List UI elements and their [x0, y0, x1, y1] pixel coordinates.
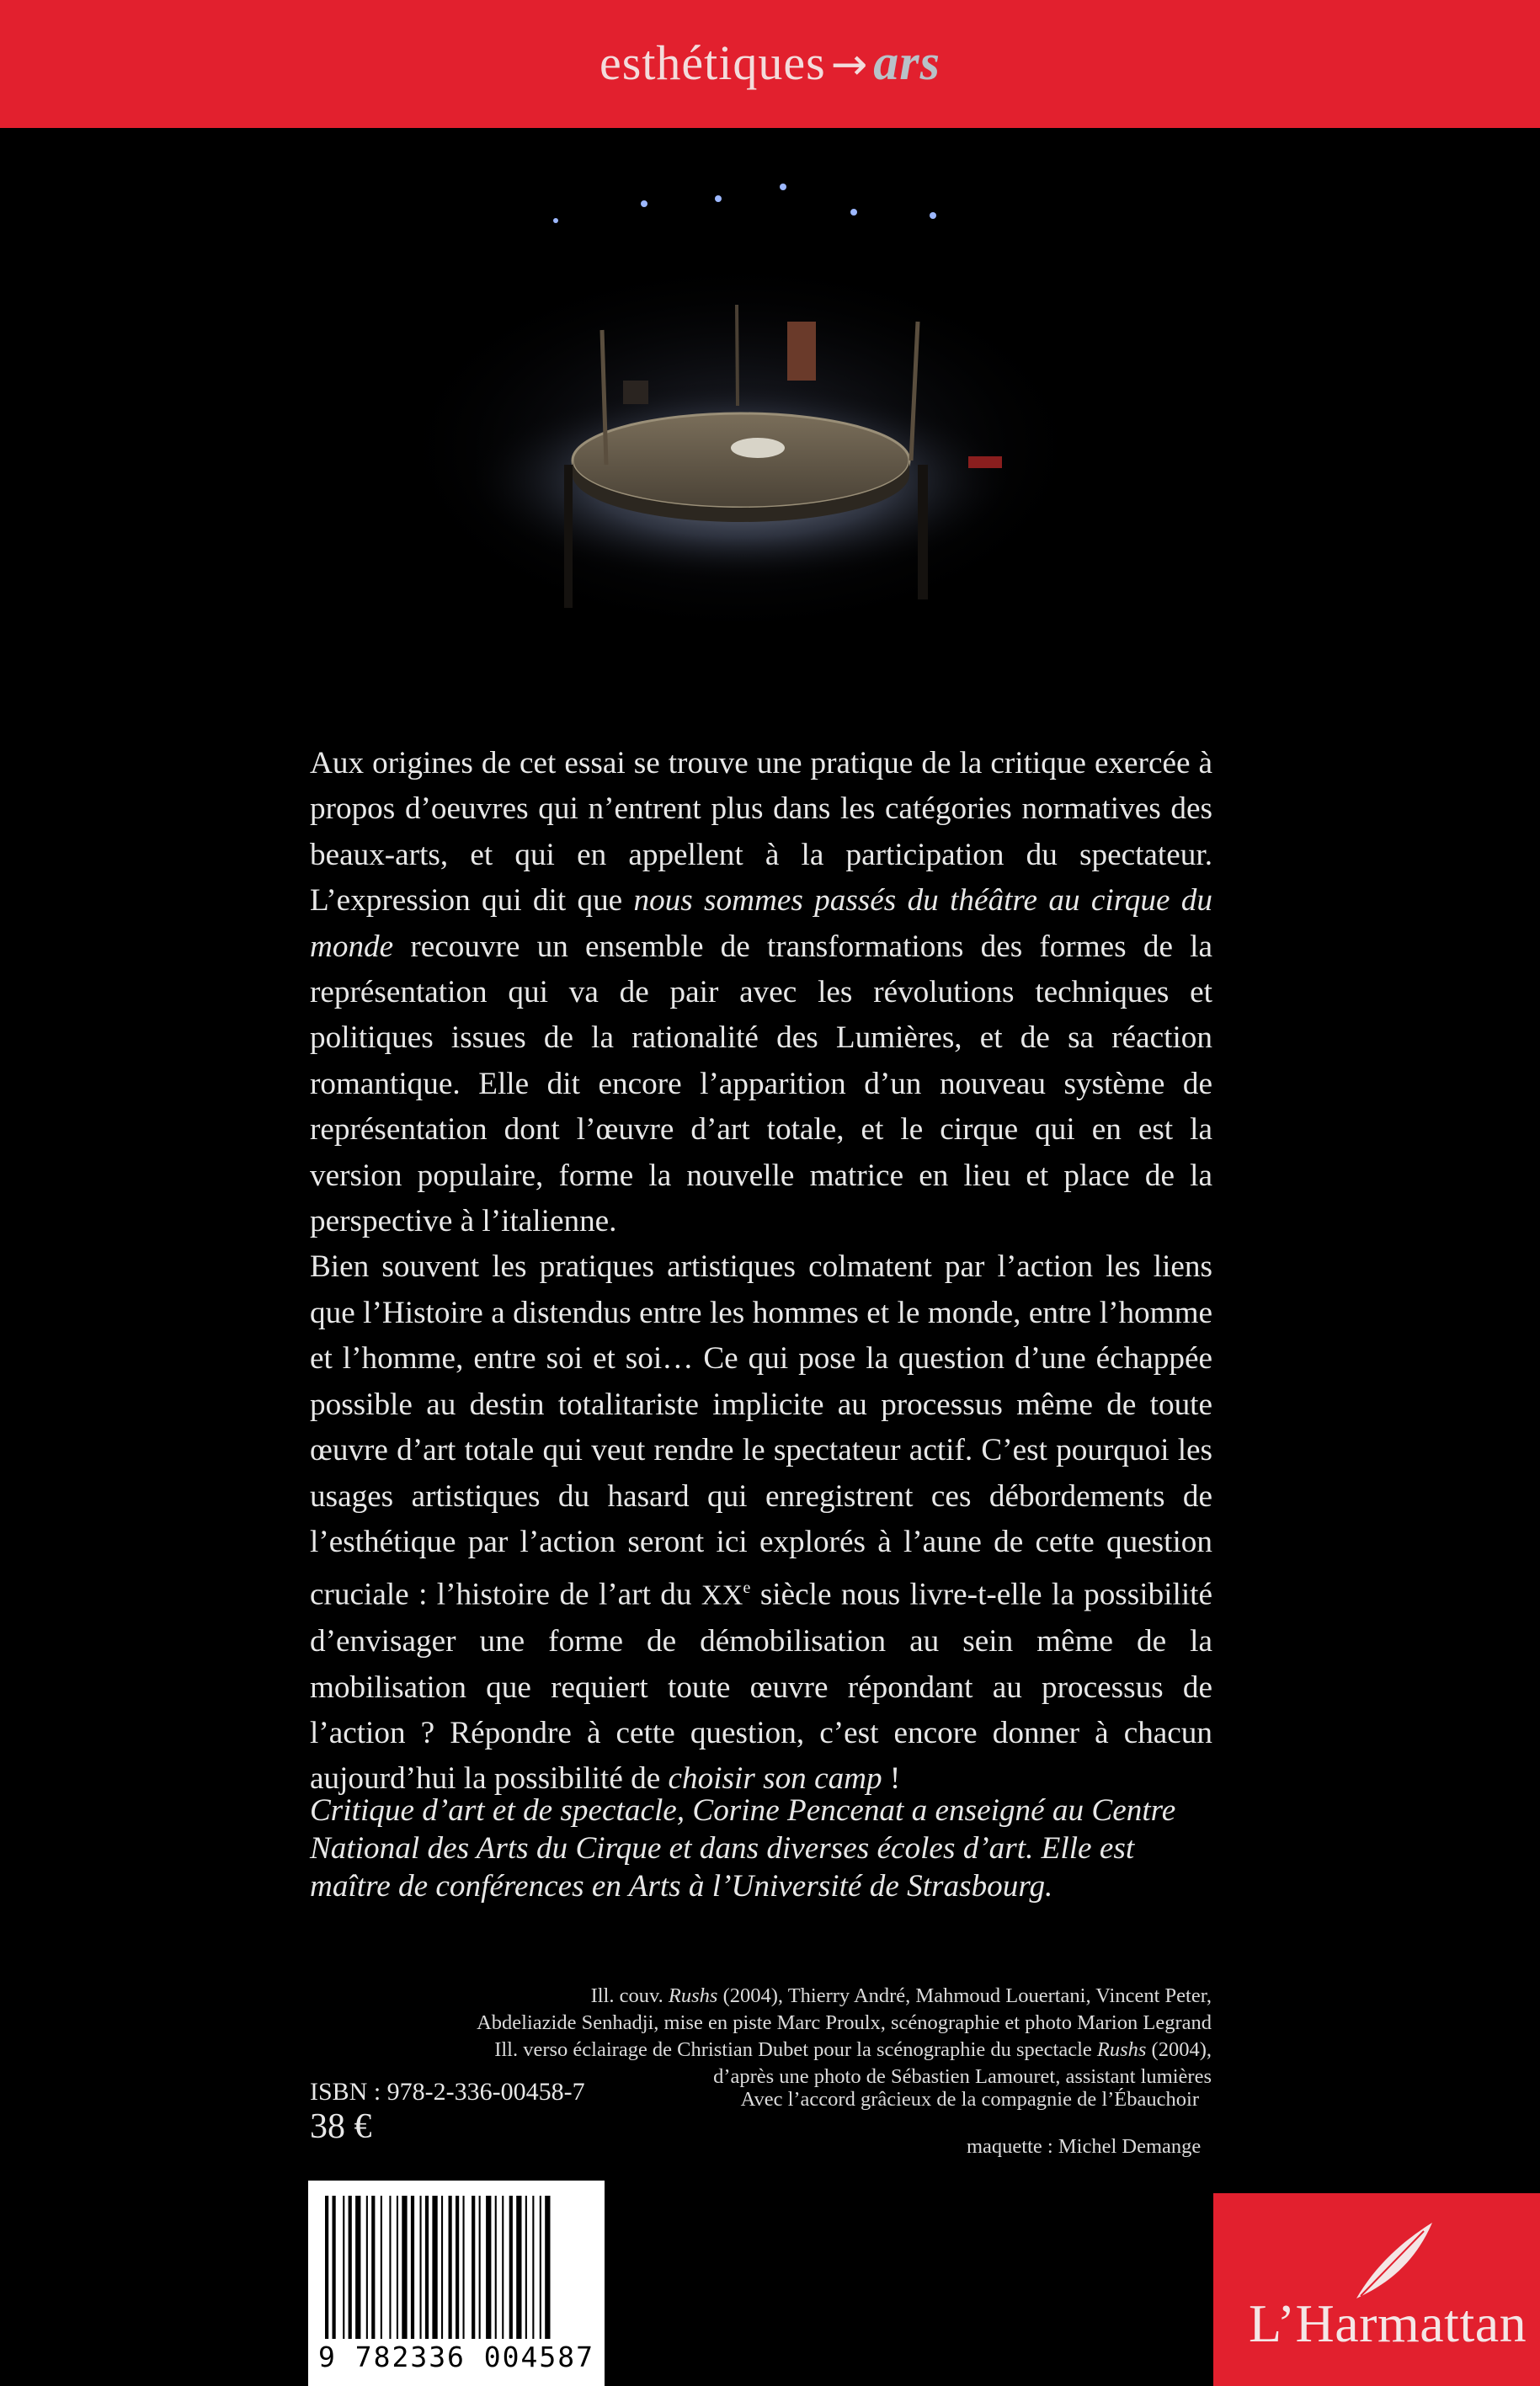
price: 38 €	[310, 2107, 372, 2146]
series-title	[0, 34, 1540, 92]
p1-text-b: recouvre un ensemble de transformations des formes de la représentation qui va de pair avec les révolutions techniques et politiques issues de la rationalité des Lumières, et de sa réaction romantique. Elle dit encore l’apparition d’un nouveau système de représentation dont l’œuvre d’art totale, et le cirque qui en est la version populaire, forme la nouvelle matrice en lieu et place de la perspective à l’italienne.	[310, 929, 1212, 1239]
barcode-bar	[532, 2196, 534, 2339]
barcode-bar	[389, 2196, 391, 2339]
barcode-bar	[545, 2196, 550, 2339]
credit-3-em: Rushs	[1096, 2038, 1147, 2061]
barcode-bar	[432, 2196, 437, 2339]
credit-line-2: Abdeliazide Senhadji, mise en piste Marc Proulx, scénographie et photo Marion Legrand	[477, 2011, 1212, 2034]
barcode-bar	[502, 2196, 504, 2339]
image-credits	[285, 1983, 1212, 2090]
credit-maquette: maquette : Michel Demange	[967, 2135, 1202, 2158]
barcode-bar	[349, 2196, 352, 2339]
publisher-name: L’Harmattan	[1249, 2293, 1527, 2353]
barcode-bar	[516, 2196, 521, 2339]
barcode-bar	[441, 2196, 443, 2339]
barcode-bar	[486, 2196, 491, 2339]
barcode-bar	[479, 2196, 481, 2339]
credit-1a: Ill. couv.	[590, 1984, 669, 2007]
credit-line-4: d’après une photo de Sébastien Lamouret, assistant lumières	[713, 2065, 1212, 2088]
barcode-bar	[449, 2196, 452, 2339]
barcode-bar	[509, 2196, 513, 2339]
barcode-bar	[525, 2196, 527, 2339]
barcode-bar	[325, 2196, 328, 2339]
circus-ring-image	[0, 128, 1540, 734]
stage-photo	[0, 128, 1540, 734]
author-bio: Critique d’art et de spectacle, Corine Pencenat a enseigné au Centre National des Arts du Cirque et dans diverses écoles d’art. Elle est maître de conférences en Arts à l’Université de Strasbourg.	[310, 1793, 1176, 1904]
barcode	[308, 2181, 605, 2386]
barcode-bar	[397, 2196, 398, 2339]
credit-line-3	[285, 2037, 1212, 2064]
back-cover-text	[310, 741, 1212, 1803]
barcode-bar	[333, 2196, 336, 2339]
barcode-bar	[540, 2196, 541, 2339]
series-sub: ars	[873, 35, 941, 90]
barcode-digits: 9 782336 004587	[317, 2341, 594, 2373]
barcode-bar	[495, 2196, 497, 2339]
p2-century-sup: e	[743, 1579, 751, 1598]
credit-line-1	[285, 1983, 1212, 2010]
barcode-bar	[420, 2196, 422, 2339]
paragraph-2	[310, 1244, 1212, 1802]
barcode-bar	[355, 2196, 360, 2339]
barcode-bar	[463, 2196, 465, 2339]
barcode-bar	[456, 2196, 459, 2339]
barcode-bar	[472, 2196, 475, 2339]
publisher-logo	[1213, 2193, 1540, 2386]
series-main: esthétiques	[599, 35, 826, 90]
credit-3a: Ill. verso éclairage de Christian Dubet pour la scénographie du spectacle	[494, 2038, 1097, 2061]
paragraph-1	[310, 741, 1212, 1244]
credit-1-em: Rushs	[668, 1984, 718, 2007]
isbn: ISBN : 978-2-336-00458-7	[310, 2078, 585, 2106]
p2-emphasis: choisir son camp	[668, 1761, 882, 1797]
p1-emphasis: nous sommes passés du théâtre au cirque du monde	[310, 883, 1212, 964]
barcode-bar	[343, 2196, 344, 2339]
barcode-bars	[320, 2196, 593, 2339]
p2-text-b: siècle nous livre-t-elle la possibilité d’envisager une forme de démobilisation au sein même de la mobilisation que requiert toute œuvre répondant au processus de l’action ? Répondre à cette question, c’est encore donner à chacun aujourd’hui la possibilité de	[310, 1577, 1212, 1797]
barcode-bar	[411, 2196, 414, 2339]
p2-text-a: Bien souvent les pratiques artistiques colmatent par l’action les liens que l’Histoire a distendus entre les hommes et le monde, entre l’homme et l’homme, entre soi et soi… Ce qui pose la question d’une échappée possible au destin totalitariste implicite au processus même de toute œuvre d’art totale qui veut rendre le spectateur actif. C’est pourquoi les usages artistiques du hasard qui enregistrent ces débordements de l’esthétique par l’action seront ici explorés à l’aune de cette question cruciale : l’histoire de l’art du	[310, 1249, 1212, 1612]
barcode-bar	[366, 2196, 368, 2339]
credit-accord: Avec l’accord grâcieux de la compagnie de l’Ébauchoir	[740, 2088, 1199, 2111]
credit-1b: (2004), Thierry André, Mahmoud Louertani, Vincent Peter,	[717, 1984, 1212, 2007]
barcode-bar	[381, 2196, 382, 2339]
feather-icon	[1340, 2218, 1441, 2303]
barcode-bar	[425, 2196, 429, 2339]
arrow-right-icon: →	[830, 40, 869, 90]
series-banner	[0, 0, 1540, 128]
p2-text-end: !	[882, 1761, 901, 1797]
p1-text-a: Aux origines de cet essai se trouve une pratique de la critique exercée à propos d’oeuvres qui n’entrent plus dans les catégories normatives des beaux-arts, et qui en appellent à la participation du spectateur. L’expression qui dit que	[310, 746, 1212, 919]
barcode-bar	[402, 2196, 407, 2339]
credit-3b: (2004),	[1146, 2038, 1212, 2061]
barcode-bar	[371, 2196, 375, 2339]
p2-century: XX	[701, 1579, 743, 1611]
